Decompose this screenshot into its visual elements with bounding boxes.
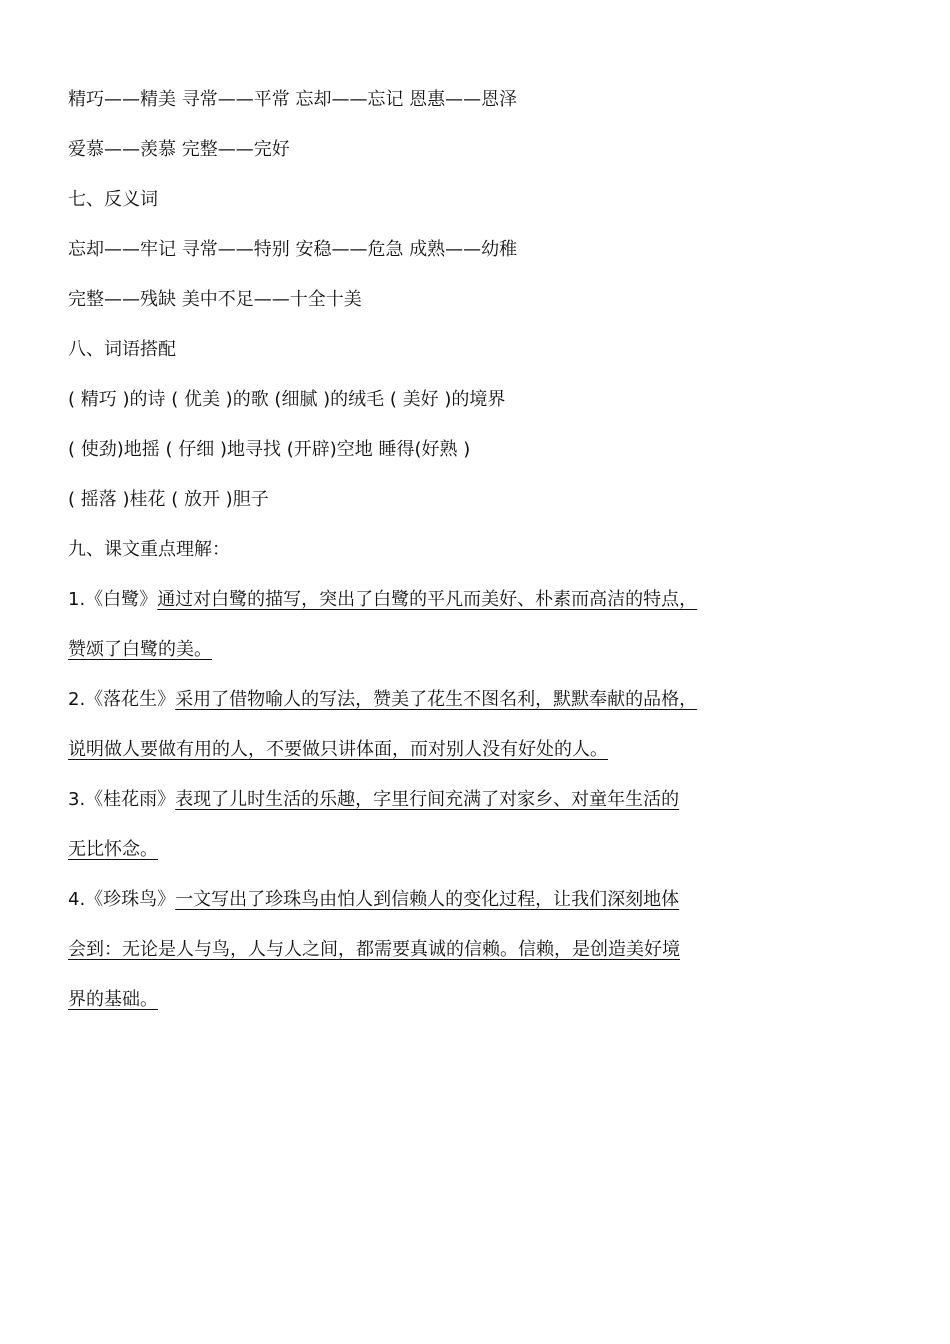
antonyms-line-2: 完整——残缺 美中不足——十全十美 (68, 289, 362, 310)
key-point-2-line-1 (68, 682, 768, 732)
key-point-4-line-1 (68, 882, 768, 932)
key-point-4-text-cont: 会到：无论是人与鸟，人与人之间，都需要真诚的信赖。信赖，是创造美好境 (68, 939, 680, 960)
key-point-1-text-cont: 赞颂了白鹭的美。 (68, 639, 212, 660)
key-point-3-text: 表现了儿时生活的乐趣，字里行间充满了对家乡、对童年生活的 (175, 789, 680, 810)
document-page (68, 82, 768, 1032)
key-point-4-title: 4.《珍珠鸟》 (68, 889, 176, 910)
antonyms-heading: 七、反义词 (68, 189, 158, 210)
key-point-1-title: 1.《白鹭》 (68, 589, 158, 610)
key-point-3-text-cont: 无比怀念。 (68, 839, 158, 860)
synonyms-line-2: 爱慕——羡慕 完整——完好 (68, 139, 290, 160)
key-point-4-line-2 (68, 932, 768, 982)
key-point-2-text-cont: 说明做人要做有用的人，不要做只讲体面，而对别人没有好处的人。 (68, 739, 608, 760)
key-point-1-text: 通过对白鹭的描写，突出了白鹭的平凡而美好、朴素而高洁的特点， (157, 589, 698, 610)
synonyms-line-1: 精巧——精美 寻常——平常 忘却——忘记 恩惠——恩泽 (68, 89, 518, 110)
collocations-line-2: ( 使劲)地摇 ( 仔细 )地寻找 (开辟)空地 睡得(好熟 ) (68, 439, 471, 460)
key-point-2-line-2 (68, 732, 768, 782)
collocations-line-1: ( 精巧 )的诗 ( 优美 )的歌 (细腻 )的绒毛 ( 美好 )的境界 (68, 389, 506, 410)
key-point-4-text-end: 界的基础。 (68, 989, 158, 1010)
key-point-2-title: 2.《落花生》 (68, 689, 176, 710)
key-points-heading: 九、课文重点理解： (68, 539, 230, 560)
key-point-1-line-2 (68, 632, 768, 682)
key-point-2-text: 采用了借物喻人的写法，赞美了花生不图名利，默默奉献的品格， (175, 689, 698, 710)
antonyms-line-1: 忘却——牢记 寻常——特别 安稳——危急 成熟——幼稚 (68, 239, 518, 260)
collocations-line-3: ( 摇落 )桂花 ( 放开 )胆子 (68, 489, 269, 510)
key-point-4-line-3 (68, 982, 768, 1032)
key-point-4-text: 一文写出了珍珠鸟由怕人到信赖人的变化过程，让我们深刻地体 (175, 889, 680, 910)
key-point-1-line-1 (68, 582, 768, 632)
key-point-3-line-1 (68, 782, 768, 832)
key-point-3-line-2 (68, 832, 768, 882)
key-point-3-title: 3.《桂花雨》 (68, 789, 176, 810)
collocations-heading: 八、词语搭配 (68, 339, 176, 360)
